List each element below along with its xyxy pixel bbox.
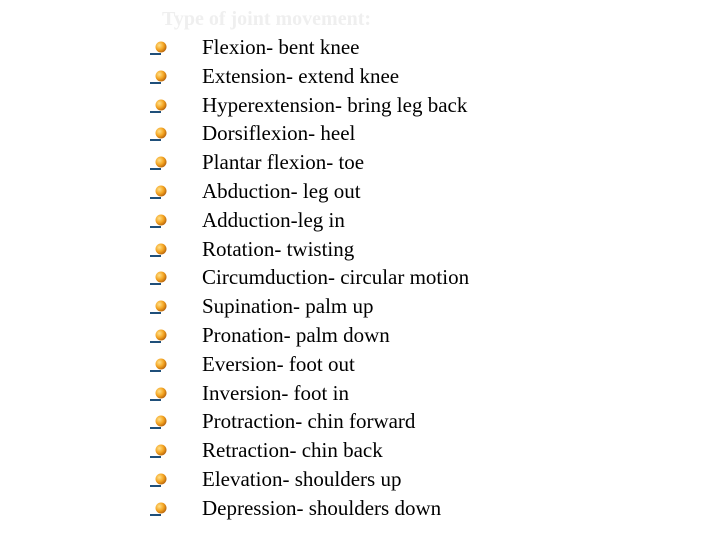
list-item (0, 263, 720, 292)
list-item (0, 235, 720, 264)
orange-ball-bullet-icon (147, 298, 171, 318)
list-item (0, 465, 720, 494)
list-item (0, 91, 720, 120)
list-item-label: Dorsiflexion- heel (202, 121, 356, 146)
list-item (0, 321, 720, 350)
orange-ball-bullet-icon (147, 154, 171, 174)
list-item (0, 494, 720, 523)
orange-ball-bullet-icon (147, 471, 171, 491)
list-item (0, 436, 720, 465)
list-item-label: Rotation- twisting (202, 236, 355, 261)
list-item-label: Depression- shoulders down (202, 495, 442, 520)
list-item-label: Retraction- chin back (202, 438, 383, 463)
list-item-label: Eversion- foot out (202, 351, 355, 376)
list-item-label: Extension- extend knee (202, 63, 400, 88)
list-item-label: Abduction- leg out (202, 178, 361, 203)
list-item-label: Flexion- bent knee (202, 35, 360, 59)
list-item (0, 177, 720, 206)
list-item (0, 379, 720, 408)
list-item (0, 62, 720, 91)
orange-ball-bullet-icon (147, 68, 171, 88)
list-item-label: Adduction-leg in (202, 207, 345, 232)
orange-ball-bullet-icon (147, 442, 171, 462)
orange-ball-bullet-icon (147, 97, 171, 117)
orange-ball-bullet-icon (147, 241, 171, 261)
list-item-label: Plantar flexion- toe (202, 150, 365, 175)
list-item (0, 407, 720, 436)
list-item-label: Hyperextension- bring leg back (202, 92, 468, 117)
orange-ball-bullet-icon (147, 413, 171, 433)
list-item-label: Supination- palm up (202, 294, 374, 319)
list-item (0, 350, 720, 379)
orange-ball-bullet-icon (147, 385, 171, 405)
orange-ball-bullet-icon (147, 212, 171, 232)
list-item (0, 292, 720, 321)
list-item-label: Inversion- foot in (202, 380, 349, 405)
orange-ball-bullet-icon (147, 39, 171, 59)
list-item (0, 119, 720, 148)
list-item-label: Circumduction- circular motion (202, 265, 470, 290)
orange-ball-bullet-icon (147, 327, 171, 347)
list-item-label: Protraction- chin forward (202, 409, 416, 434)
list-item (0, 33, 720, 62)
orange-ball-bullet-icon (147, 125, 171, 145)
orange-ball-bullet-icon (147, 356, 171, 376)
joint-movement-list (0, 33, 720, 523)
list-item (0, 148, 720, 177)
orange-ball-bullet-icon (147, 183, 171, 203)
orange-ball-bullet-icon (147, 269, 171, 289)
list-item (0, 206, 720, 235)
orange-ball-bullet-icon (147, 500, 171, 520)
list-item-label: Pronation- palm down (202, 322, 390, 347)
slide-heading: Type of joint movement: (162, 8, 372, 30)
list-item-label: Elevation- shoulders up (202, 466, 402, 491)
